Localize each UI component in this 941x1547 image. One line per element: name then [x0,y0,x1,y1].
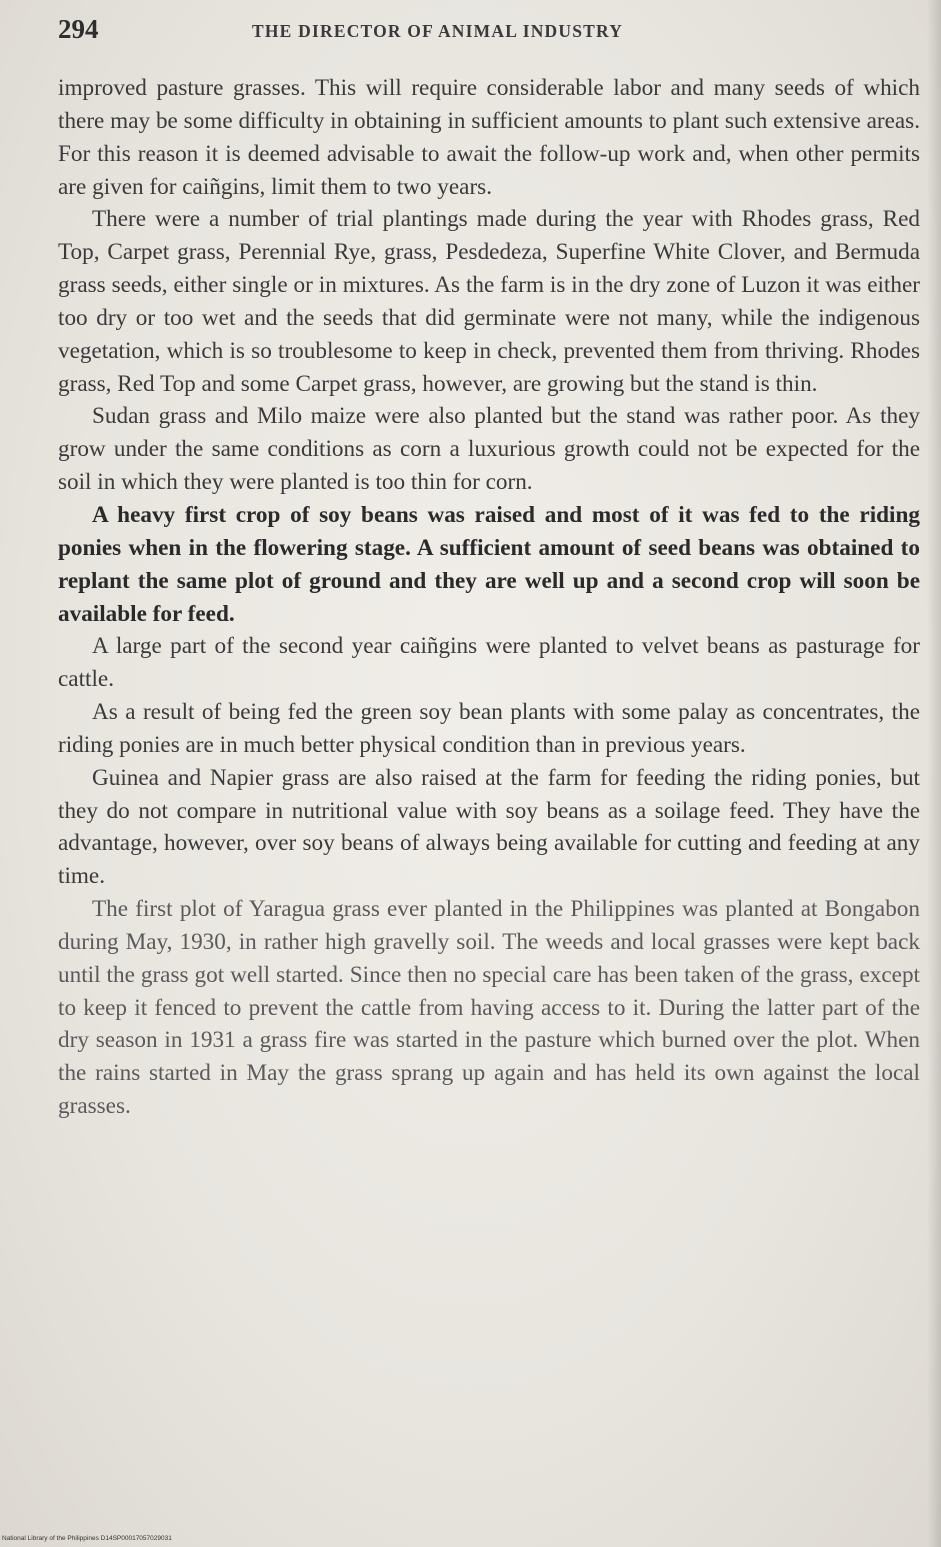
page-edge-shadow [927,0,941,1547]
paragraph-guinea-napier: Guinea and Napier grass are also raised at the farm for feeding the riding ponies, but they do not compare in nutritional value with soy beans as a soilage feed. They have the advantage, however, over soy beans of always being available for cutting and feeding at any time. [58,764,920,890]
paragraph-riding-ponies: As a result of being fed the green soy bean plants with some palay as concentrates, the riding ponies are in much better physical condition than in previous years. [58,699,920,758]
body-text [58,72,920,1123]
page-header [58,14,911,54]
paragraph-trial-plantings: There were a number of trial plantings made during the year with Rhodes grass, Red Top, Carpet grass, Perennial Rye, grass, Pesdedeza, Superfine White Clover, and Bermuda grass seeds, either single or in mixtures. As the farm is in the dry zone of Luzon it was either too dry or too wet and the seeds that did germinate were not many, while the indigenous vegetation, which is so troublesome to keep in check, prevented them from thriving. Rhodes grass, Red Top and some Carpet grass, however, are growing but the stand is thin. [58,206,920,397]
paragraph-yaragua-grass: The first plot of Yaragua grass ever planted in the Philippines was planted at Bongabon during May, 1930, in rather high gravelly soil. The weeds and local grasses were kept back until the grass got well started. Since then no special care has been taken of the grass, except to keep it fenced to prevent the cattle from having access to it. During the latter part of the dry season in 1931 a grass fire was started in the pasture which burned over the plot. When the rains started in May the grass sprang up again and has held its own against the local grasses. [58,896,920,1120]
paragraph-sudan-grass: Sudan grass and Milo maize were also planted but the stand was rather poor. As they grow under the same conditions as corn a luxurious growth could not be expected for the soil in which they were planted is too thin for corn. [58,403,920,496]
library-stamp: National Library of the Philippines D14SP00017057029031 [2,1535,172,1542]
running-head: THE DIRECTOR OF ANIMAL INDUSTRY [252,21,624,41]
paragraph-velvet-beans: A large part of the second year caiñgins were planted to velvet beans as pasturage for cattle. [58,633,920,693]
paragraph-soy-beans: A heavy first crop of soy beans was raised and most of it was fed to the riding ponies when in the flowering stage. A sufficient amount of seed beans was obtained to replant the same plot of ground and they are well up and a second crop will soon be available for feed. [58,501,920,627]
page-number: 294 [58,14,99,44]
paragraph-continued: improved pasture grasses. This will require considerable labor and many seeds of which there may be some difficulty in obtaining in sufficient amounts to plant such extensive areas. For this reason it is deemed advisable to await the follow-up work and, when other permits are given for caiñgins, limit them to two years. [58,75,920,200]
